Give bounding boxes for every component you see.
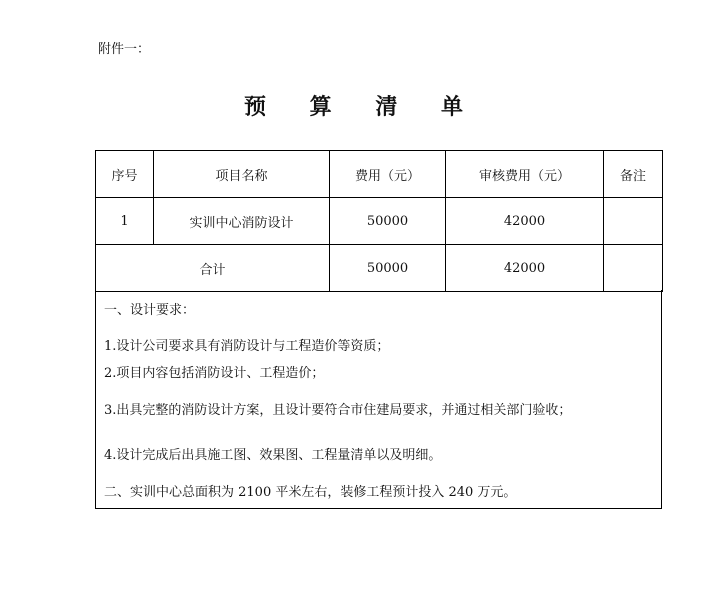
- row-index: 1: [96, 198, 154, 245]
- area-budget-note: 二、实训中心总面积为 2100 平米左右，装修工程预计投入 240 万元。: [104, 485, 517, 500]
- total-audited-cost: 42000: [446, 245, 604, 292]
- row-cost: 50000: [330, 198, 446, 245]
- row-audited-cost: 42000: [446, 198, 604, 245]
- attachment-label: 附件一：: [98, 42, 151, 57]
- row-remark: [604, 198, 663, 245]
- budget-table: [95, 150, 663, 292]
- requirement-item: 4.设计完成后出具施工图、效果图、工程量清单以及明细。: [104, 448, 442, 463]
- header-project-name: 项目名称: [154, 151, 330, 198]
- row-project-name: 实训中心消防设计: [154, 198, 330, 245]
- header-index: 序号: [96, 151, 154, 198]
- header-audited-cost: 审核费用（元）: [446, 151, 604, 198]
- total-row: [96, 245, 663, 292]
- header-cost: 费用（元）: [330, 151, 446, 198]
- requirement-item: 3.出具完整的消防设计方案，且设计要符合市住建局要求，并通过相关部门验收；: [104, 403, 572, 418]
- requirement-item: 1.设计公司要求具有消防设计与工程造价等资质；: [104, 339, 390, 354]
- requirement-item: 2.项目内容包括消防设计、工程造价；: [104, 366, 325, 381]
- table-header-row: [96, 151, 663, 198]
- total-cost: 50000: [330, 245, 446, 292]
- table-row: [96, 198, 663, 245]
- requirements-heading: 一、设计要求：: [104, 303, 196, 318]
- total-label: 合计: [96, 245, 330, 292]
- header-remark: 备注: [604, 151, 663, 198]
- total-remark: [604, 245, 663, 292]
- requirements-section: [95, 290, 662, 509]
- document-title: 预 算 清 单: [244, 94, 481, 120]
